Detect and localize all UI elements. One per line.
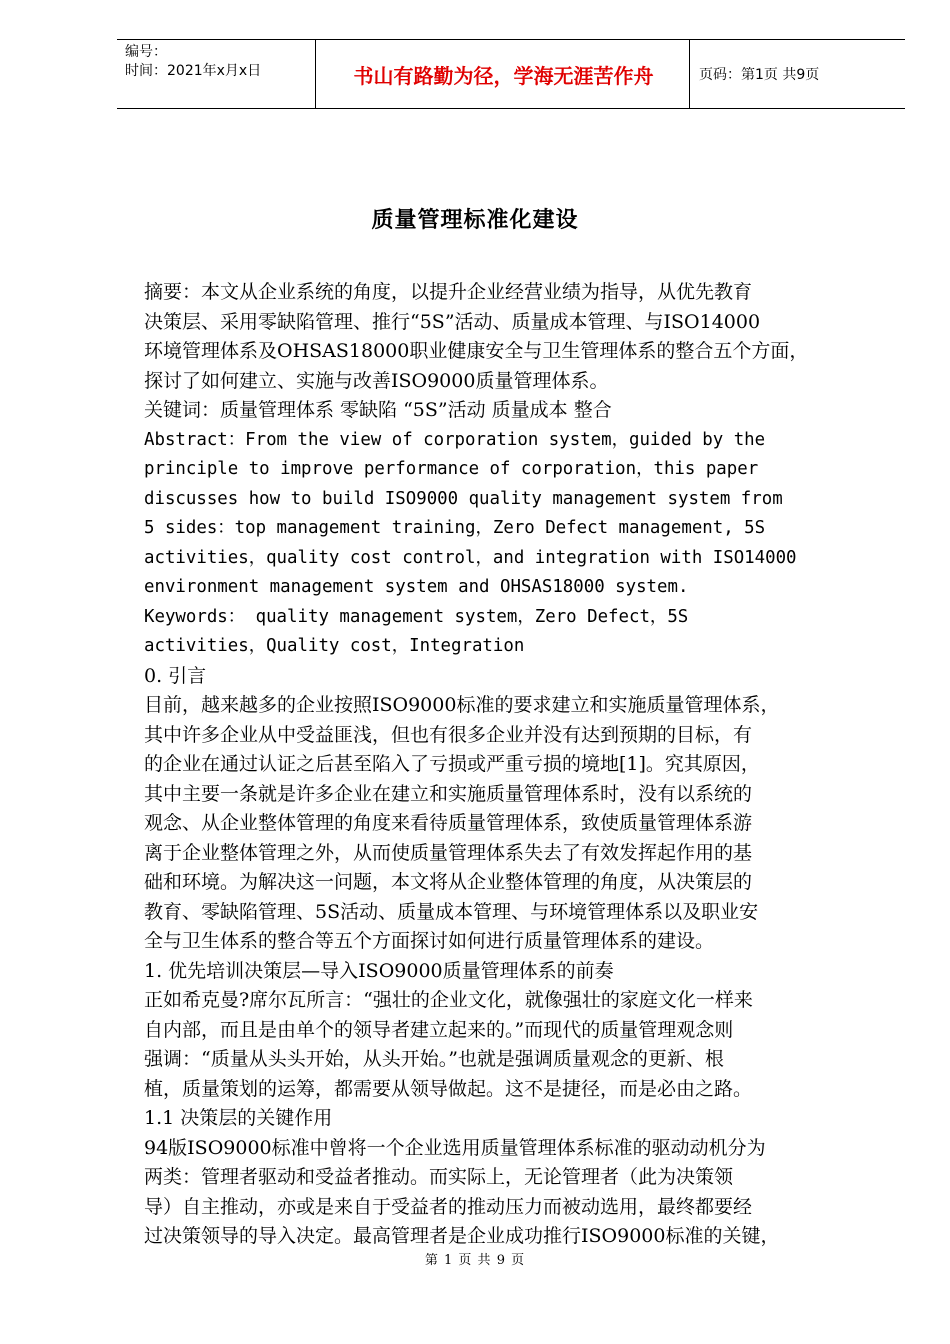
number-label: 编号： bbox=[125, 44, 167, 60]
paragraph-line: 导）自主推动，亦或是来自于受益者的推动压力而被动选用，最终都要经 bbox=[144, 1195, 753, 1218]
paragraph-line: 教育、零缺陷管理、5S活动、质量成本管理、与环境管理体系以及职业安 bbox=[144, 900, 759, 923]
paragraph-line: 离于企业整体管理之外，从而使质量管理体系失去了有效发挥起作用的基 bbox=[144, 841, 753, 864]
header-motto: 书山有路勤为径，学海无涯苦作舟 bbox=[353, 63, 654, 88]
paragraph-line: 的企业在通过认证之后甚至陷入了亏损或严重亏损的境地[1]。究其原因， bbox=[144, 753, 760, 775]
header-table bbox=[117, 39, 905, 109]
abstract-en-line: principle to improve performance of corporation，this paper bbox=[144, 459, 759, 479]
subsection-heading: 1.1 决策层的关键作用 bbox=[144, 1107, 333, 1129]
paragraph-line: 正如希克曼?席尔瓦所言：“强壮的企业文化，就像强壮的家庭文化一样来 bbox=[144, 989, 753, 1011]
paragraph-line: 自内部，而且是由单个的领导者建立起来的。”而现代的质量管理观念则 bbox=[144, 1018, 734, 1041]
keywords-en-line: activities，Quality cost，Integration bbox=[144, 636, 525, 656]
abstract-en-line: activities，quality cost control，and integration with ISO14000 bbox=[144, 547, 797, 568]
document-body bbox=[144, 278, 904, 1252]
paragraph-line: 两类：管理者驱动和受益者推动。而实际上，无论管理者（此为决策领 bbox=[144, 1166, 734, 1188]
paragraph-line: 目前，越来越多的企业按照ISO9000标准的要求建立和实施质量管理体系， bbox=[144, 694, 780, 716]
paragraph-line: 植，质量策划的运筹，都需要从领导做起。这不是捷径，而是必由之路。 bbox=[144, 1077, 753, 1100]
abstract-cn-line: 决策层、采用零缺陷管理、推行“5S”活动、质量成本管理、与ISO14000 bbox=[144, 310, 761, 333]
time-label: 时间：2021年x月x日 bbox=[125, 63, 262, 79]
keywords-cn: 关键词：质量管理体系 零缺陷 “5S”活动 质量成本 整合 bbox=[144, 399, 612, 421]
abstract-cn-line: 环境管理体系及OHSAS18000职业健康安全与卫生管理体系的整合五个方面， bbox=[144, 340, 809, 362]
paragraph-line: 其中主要一条就是许多企业在建立和实施质量管理体系时，没有以系统的 bbox=[144, 782, 753, 805]
keywords-en-line: Keywords： quality management system，Zero Defect，5S bbox=[144, 606, 689, 627]
paragraph-line: 观念、从企业整体管理的角度来看待质量管理体系，致使质量管理体系游 bbox=[144, 812, 753, 834]
paragraph-line: 过决策领导的导入决定。最高管理者是企业成功推行ISO9000标准的关键， bbox=[144, 1225, 780, 1247]
abstract-cn-line: 探讨了如何建立、实施与改善ISO9000质量管理体系。 bbox=[144, 369, 609, 392]
abstract-en-line: discusses how to build ISO9000 quality management system from bbox=[144, 488, 783, 509]
paragraph-line: 94版ISO9000标准中曾将一个企业选用质量管理体系标准的驱动动机分为 bbox=[144, 1136, 766, 1159]
abstract-cn-line: 摘要：本文从企业系统的角度，以提升企业经营业绩为指导，从优先教育 bbox=[144, 281, 753, 303]
header-divider bbox=[689, 40, 690, 108]
abstract-en-line: Abstract：From the view of corporation system，guided by the bbox=[144, 429, 766, 450]
section-heading: 1. 优先培训决策层—导入ISO9000质量管理体系的前奏 bbox=[144, 959, 614, 982]
paragraph-line: 强调：“质量从头头开始，从头开始。”也就是强调质量观念的更新、根 bbox=[144, 1048, 724, 1070]
header-meta bbox=[125, 43, 315, 81]
paragraph-line: 其中许多企业从中受益匪浅，但也有很多企业并没有达到预期的目标，有 bbox=[144, 723, 753, 746]
section-heading: 0. 引言 bbox=[144, 664, 207, 687]
header-page-info: 页码：第1页 共9页 bbox=[699, 67, 820, 83]
abstract-en-line: environment management system and OHSAS18000 system. bbox=[144, 577, 689, 597]
header-divider bbox=[315, 40, 316, 108]
document-title: 质量管理标准化建设 bbox=[371, 208, 579, 233]
paragraph-line: 全与卫生体系的整合等五个方面探讨如何进行质量管理体系的建设。 bbox=[144, 930, 715, 952]
abstract-en-line: 5 sides：top management training，Zero Defect management, 5S bbox=[144, 518, 766, 538]
paragraph-line: 础和环境。为解决这一问题，本文将从企业整体管理的角度，从决策层的 bbox=[144, 871, 753, 893]
page-footer: 第 1 页 共 9 页 bbox=[424, 1253, 526, 1268]
